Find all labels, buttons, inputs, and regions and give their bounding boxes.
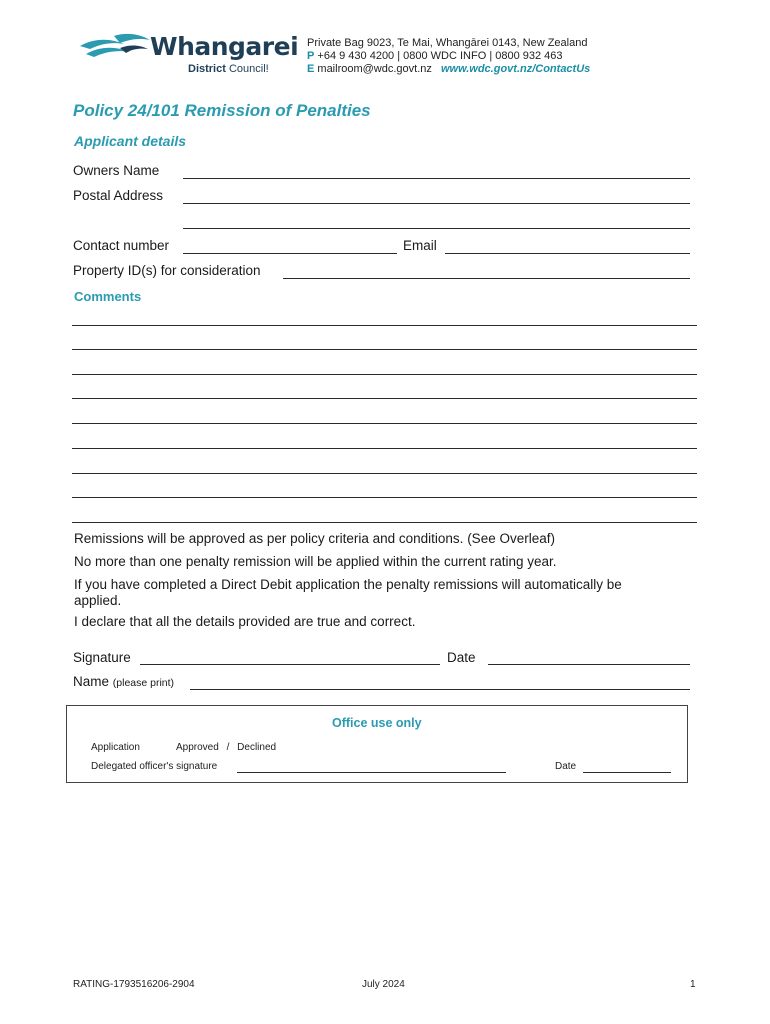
- comment-line-8[interactable]: [72, 497, 697, 498]
- comment-line-7[interactable]: [72, 473, 697, 474]
- email-field[interactable]: [445, 253, 690, 254]
- comment-line-4[interactable]: [72, 398, 697, 399]
- address-text: Private Bag 9023, Te Mai, Whangārei 0143, New Zealand: [307, 37, 588, 49]
- approval-status: Approved / Declined: [176, 742, 277, 753]
- name-field[interactable]: [190, 689, 690, 690]
- approved-option[interactable]: Approved: [176, 742, 219, 753]
- property-id-label: Property ID(s) for consideration: [73, 263, 261, 278]
- signature-label: Signature: [73, 650, 131, 665]
- email-label: Email: [403, 238, 437, 253]
- applicant-heading: Applicant details: [74, 133, 187, 149]
- statement-one-per-year: No more than one penalty remission will be applied within the current rating year.: [74, 554, 557, 569]
- application-label: Application: [91, 742, 140, 753]
- comment-line-6[interactable]: [72, 448, 697, 449]
- footer-reference: RATING-1793516206-2904: [73, 979, 195, 990]
- contact-block: [307, 37, 590, 76]
- page-number: 1: [690, 979, 696, 990]
- office-date-label: Date: [555, 761, 577, 772]
- email-line: E mailroom@wdc.govt.nz www.wdc.govt.nz/ContactUs: [307, 63, 591, 75]
- postal-address-field-2[interactable]: [183, 228, 690, 229]
- logo-subtitle: District Council!: [188, 63, 269, 75]
- office-date-field[interactable]: [583, 772, 671, 773]
- owners-name-label: Owners Name: [73, 163, 160, 178]
- statement-declaration: I declare that all the details provided are true and correct.: [74, 614, 416, 629]
- wave-swoosh-icon: [80, 32, 152, 62]
- statement-criteria: Remissions will be approved as per policy criteria and conditions. (See Overleaf): [74, 531, 555, 546]
- signature-field[interactable]: [140, 664, 440, 665]
- postal-address-field-1[interactable]: [183, 203, 690, 204]
- contact-number-label: Contact number: [73, 238, 170, 253]
- comment-line-1[interactable]: [72, 325, 697, 326]
- name-hint: (please print): [112, 677, 175, 689]
- comments-heading: Comments: [74, 289, 142, 304]
- council-logo: [80, 30, 299, 78]
- postal-address-label: Postal Address: [73, 188, 164, 203]
- comment-line-5[interactable]: [72, 423, 697, 424]
- page-title: Policy 24/101 Remission of Penalties: [73, 101, 371, 120]
- contact-number-field[interactable]: [183, 253, 397, 254]
- officer-signature-label: Delegated officer's signature: [91, 761, 218, 772]
- property-id-field[interactable]: [283, 278, 690, 279]
- comment-line-2[interactable]: [72, 349, 697, 350]
- office-use-heading: Office use only: [332, 716, 422, 730]
- owners-name-field[interactable]: [183, 178, 690, 179]
- website-link[interactable]: www.wdc.govt.nz/ContactUs: [440, 63, 591, 75]
- footer-date: July 2024: [362, 979, 405, 990]
- statement-direct-debit: If you have completed a Direct Debit application the penalty remissions will automatically be applied.: [74, 577, 622, 608]
- name-label: Name (please print): [73, 674, 175, 689]
- comment-line-3[interactable]: [72, 374, 697, 375]
- date-label: Date: [447, 650, 476, 665]
- date-field[interactable]: [488, 664, 690, 665]
- logo-wordmark: Whangarei: [150, 32, 299, 61]
- phone-line: P +64 9 430 4200 | 0800 WDC INFO | 0800 932 463: [307, 50, 563, 62]
- comment-line-9[interactable]: [72, 522, 697, 523]
- declined-option[interactable]: Declined: [237, 742, 277, 753]
- officer-signature-field[interactable]: [237, 772, 506, 773]
